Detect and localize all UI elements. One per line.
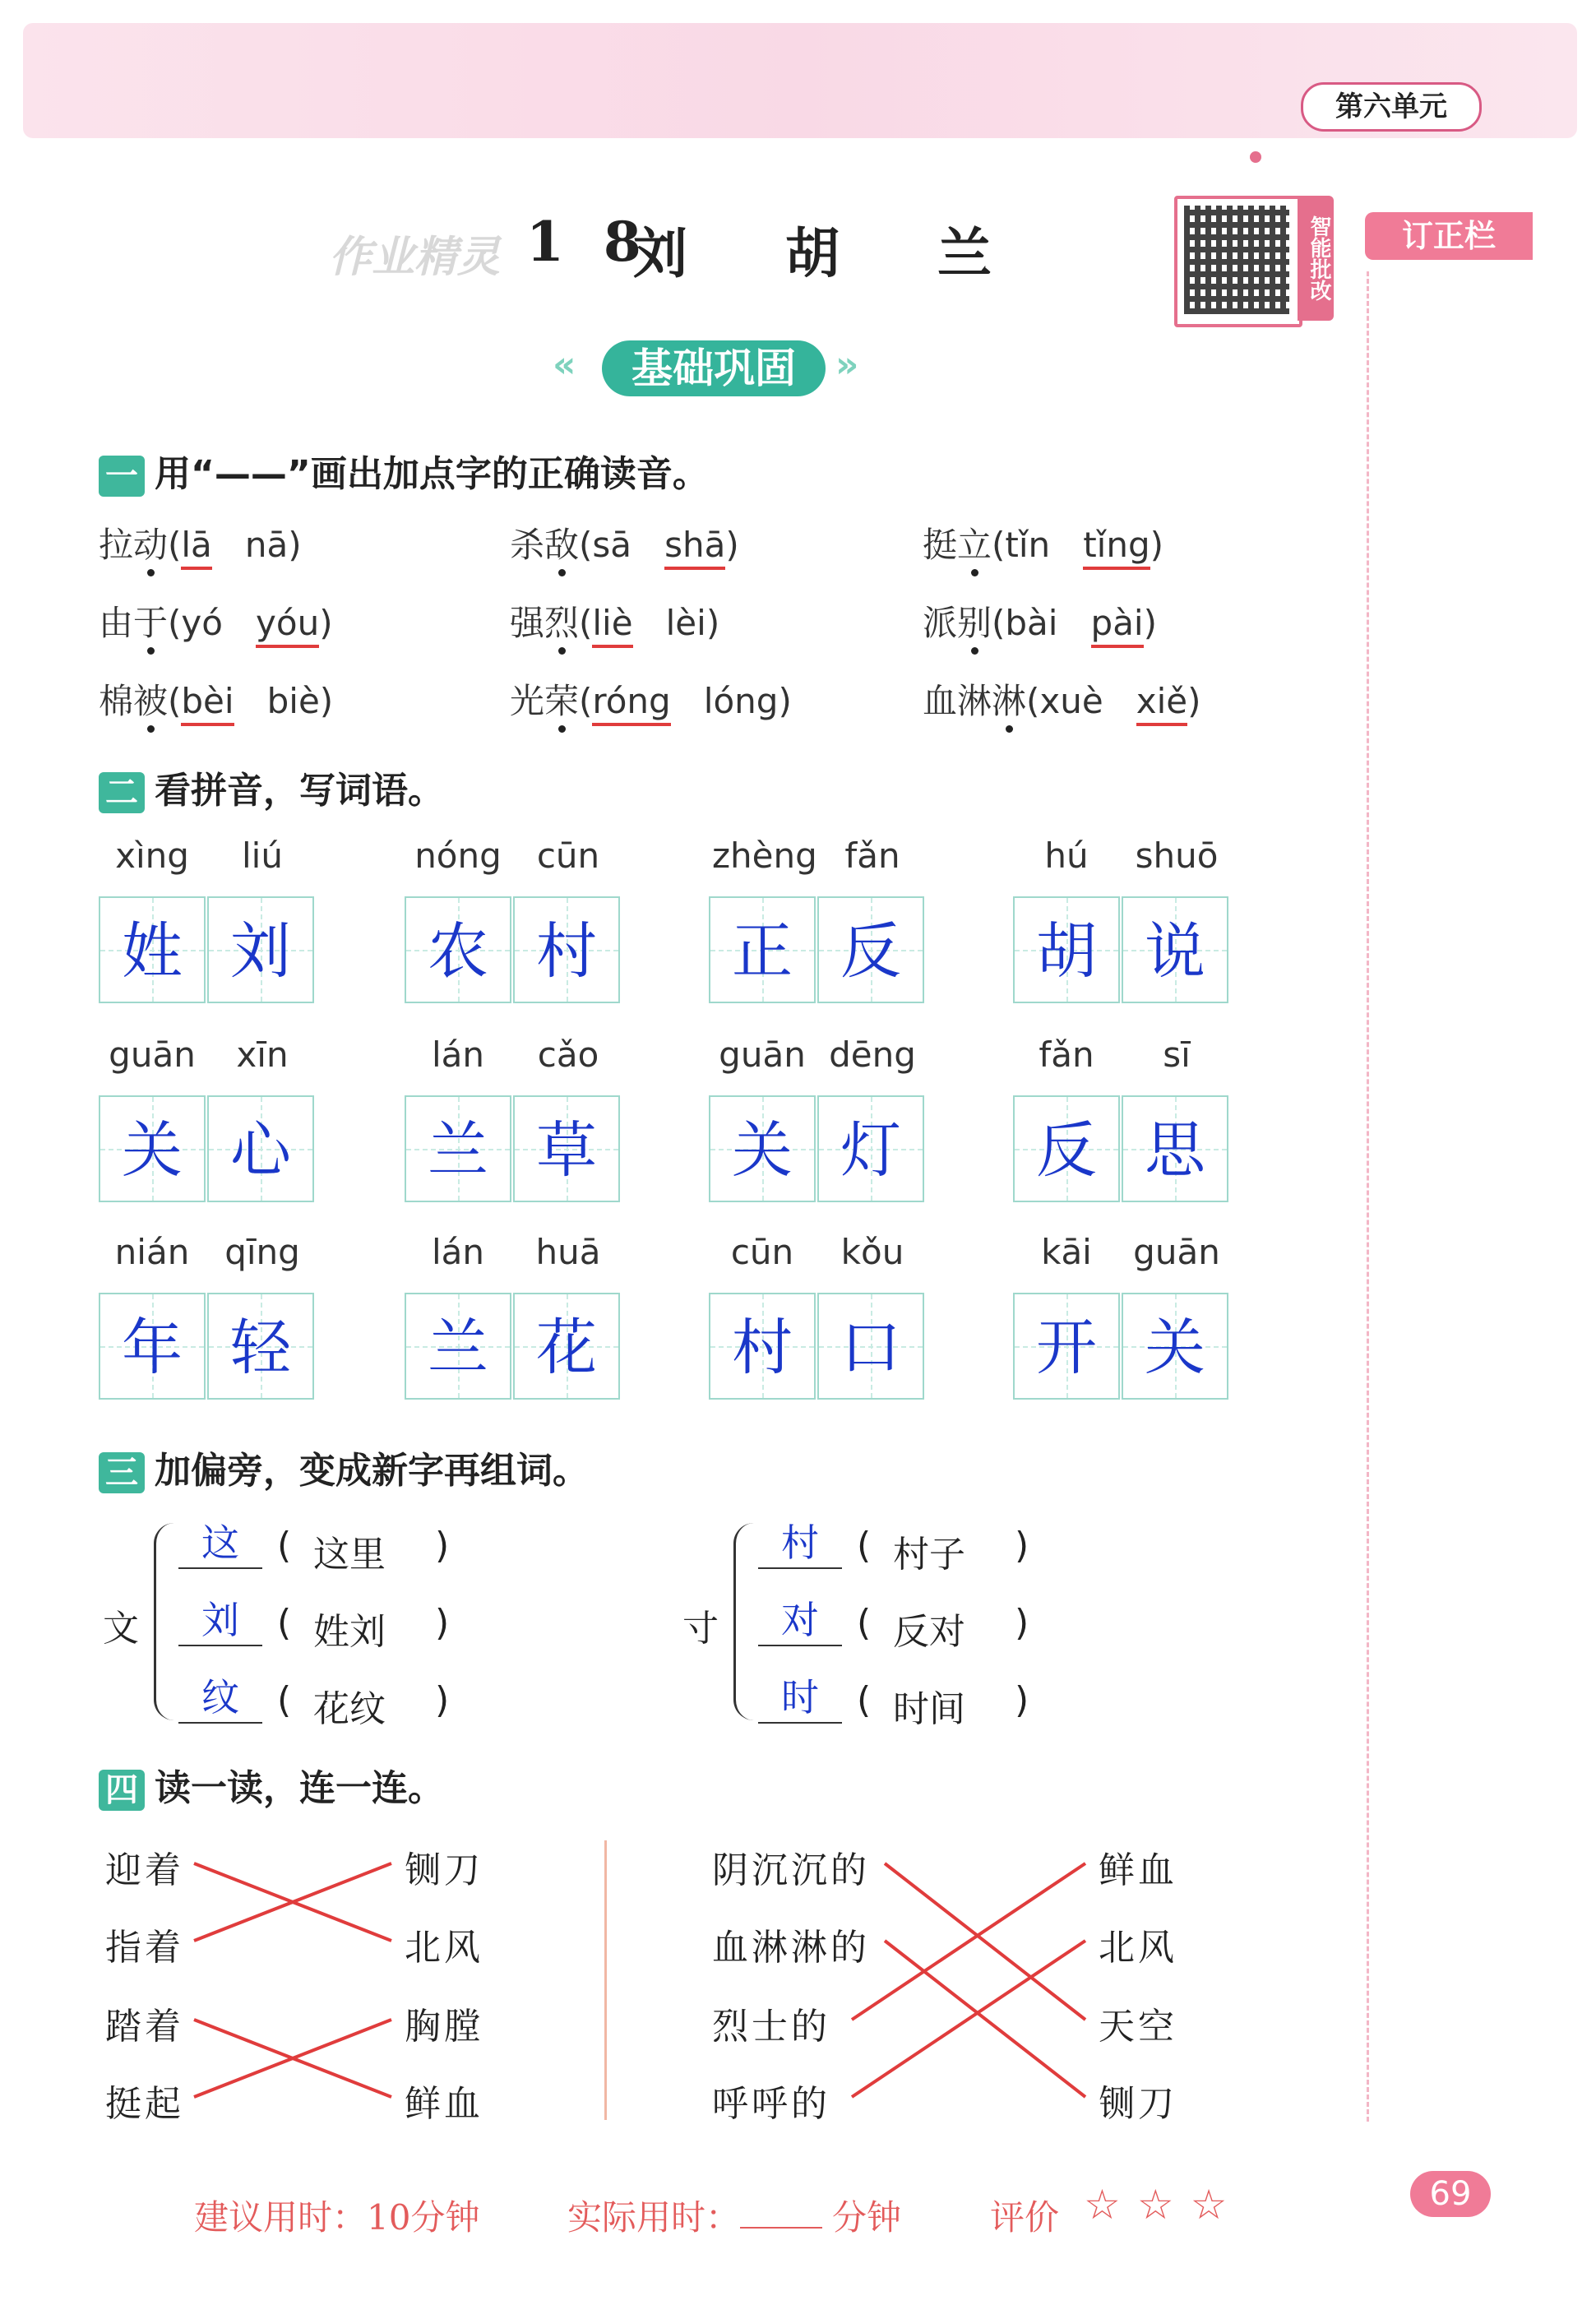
pinyin-label: kāi — [1041, 1232, 1092, 1272]
q3-number: 三 — [99, 1452, 145, 1493]
pinyin-label: cūn — [730, 1232, 794, 1272]
chevron-right-icon: » — [835, 344, 859, 386]
q2-prompt: 看拼音，写词语。 — [155, 770, 444, 812]
written-character: 胡 — [1036, 916, 1097, 987]
paren-open: ( — [857, 1679, 872, 1721]
pinyin-close: ) — [319, 603, 333, 643]
actual-time-label: 实际用时： — [567, 2197, 741, 2238]
match-right-target: 铡刀 — [1099, 2083, 1177, 2125]
written-character: 关 — [122, 1115, 183, 1186]
match-left-item: 指着 — [105, 1927, 184, 1969]
written-character: 年 — [122, 1312, 183, 1383]
pinyin-label: nián — [114, 1232, 190, 1272]
pinyin-label: liú — [242, 835, 283, 876]
pinyin-option: tǐn — [1005, 525, 1051, 565]
written-character: 草 — [536, 1115, 597, 1186]
pinyin-label: kǒu — [840, 1232, 904, 1272]
root-character: 寸 — [682, 1608, 719, 1650]
pinyin-label: cǎo — [537, 1034, 599, 1075]
written-character: 农 — [428, 916, 488, 987]
paren-close: ) — [435, 1525, 450, 1567]
pinyin-close: ) — [319, 681, 334, 721]
pinyin-word: 派别( — [923, 603, 1006, 643]
pinyin-option: bài — [1005, 603, 1058, 643]
written-character: 灯 — [840, 1115, 901, 1186]
pinyin-label: zhèng — [712, 835, 817, 876]
paren-open: ( — [857, 1525, 872, 1567]
pinyin-option: bèi — [181, 681, 234, 726]
pinyin-label: cūn — [536, 835, 600, 876]
writing-cell — [709, 1293, 816, 1400]
page-number: 69 — [1410, 2171, 1491, 2217]
written-character: 村 — [732, 1312, 793, 1383]
root-character: 文 — [103, 1608, 139, 1650]
correction-tab: 订正栏 — [1365, 212, 1533, 260]
pinyin-label: lán — [431, 1034, 485, 1075]
pinyin-option: yó — [181, 603, 223, 643]
written-character: 思 — [1145, 1115, 1205, 1186]
actual-time-blank[interactable] — [740, 2227, 822, 2229]
written-character: 说 — [1145, 916, 1205, 987]
pinyin-label: fǎn — [844, 835, 900, 876]
paren-close: ) — [1015, 1679, 1029, 1721]
q1-number: 一 — [99, 456, 145, 497]
match-right-target: 天空 — [1099, 2006, 1177, 2048]
match-line — [885, 1941, 1085, 2097]
written-character: 心 — [230, 1115, 291, 1186]
pinyin-label: shuō — [1135, 835, 1219, 876]
watermark: 作业精灵 — [329, 232, 501, 282]
chevron-left-icon: « — [553, 344, 576, 386]
pinyin-label: dēng — [829, 1034, 916, 1075]
written-character: 反 — [840, 916, 901, 987]
pinyin-label: fǎn — [1039, 1034, 1094, 1075]
paren-close: ) — [435, 1679, 450, 1721]
pinyin-option: róng — [592, 681, 670, 726]
written-character: 村 — [536, 916, 597, 987]
pinyin-label: hú — [1044, 835, 1089, 876]
pinyin-option: nā — [244, 525, 289, 565]
written-character: 轻 — [230, 1312, 291, 1383]
answer-blank: 这 — [178, 1513, 262, 1569]
pinyin-label: nóng — [414, 835, 502, 876]
written-character: 兰 — [428, 1115, 488, 1186]
written-character: 口 — [840, 1312, 901, 1383]
writing-cell — [207, 1293, 314, 1400]
writing-cell — [405, 896, 511, 1003]
writing-cell — [1122, 1293, 1228, 1400]
rating-stars — [1084, 2181, 1243, 2229]
pinyin-option: biè — [266, 681, 320, 721]
suggested-time: 建议用时：10分钟 — [194, 2197, 480, 2238]
writing-cell — [1122, 1095, 1228, 1202]
answer-word: 村子 — [893, 1534, 965, 1576]
section-title: 基础巩固 — [602, 340, 826, 396]
pinyin-option: lóng — [703, 681, 779, 721]
answer-blank: 时 — [758, 1668, 842, 1724]
writing-cell — [1013, 896, 1120, 1003]
pinyin-option: xiě — [1136, 681, 1187, 726]
pinyin-close: ) — [1150, 525, 1164, 565]
match-left-item: 挺起 — [105, 2083, 184, 2125]
answer-word: 姓刘 — [313, 1611, 386, 1653]
rating-label: 评价 — [990, 2197, 1060, 2238]
answer-word: 反对 — [893, 1611, 965, 1653]
qr-label: 智能批改 — [1298, 196, 1334, 321]
star-icon: ☆ — [1136, 2181, 1174, 2229]
written-character: 关 — [732, 1115, 793, 1186]
writing-cell — [99, 1095, 206, 1202]
pinyin-option: shā — [664, 525, 725, 570]
pinyin-label: guān — [719, 1034, 806, 1075]
writing-cell — [405, 1095, 511, 1202]
match-line — [852, 1941, 1085, 2097]
pinyin-label: huā — [535, 1232, 601, 1272]
written-character: 正 — [732, 916, 793, 987]
match-left-target: 胸膛 — [405, 2006, 483, 2048]
match-right-item: 呼呼的 — [712, 2083, 830, 2125]
written-character: 反 — [1036, 1115, 1097, 1186]
pinyin-label: guān — [109, 1034, 196, 1075]
q1-prompt: 用“——”画出加点字的正确读音。 — [155, 453, 709, 495]
written-character: 姓 — [122, 916, 183, 987]
pinyin-word: 血淋淋( — [923, 681, 1040, 721]
match-right-item: 烈士的 — [712, 2006, 830, 2048]
pinyin-option: tǐng — [1083, 525, 1150, 570]
written-character: 刘 — [230, 916, 291, 987]
writing-cell — [513, 1095, 620, 1202]
writing-cell — [99, 896, 206, 1003]
paren-close: ) — [1015, 1525, 1029, 1567]
pinyin-close: ) — [725, 525, 739, 565]
paren-open: ( — [277, 1679, 292, 1721]
pinyin-close: ) — [1187, 681, 1201, 721]
match-left-item: 踏着 — [105, 2006, 184, 2048]
paren-open: ( — [277, 1525, 292, 1567]
answer-word: 这里 — [313, 1534, 386, 1576]
paren-close: ) — [435, 1602, 450, 1644]
answer-word: 花纹 — [313, 1688, 386, 1730]
q4-prompt: 读一读，连一连。 — [155, 1767, 444, 1809]
match-right-target: 鲜血 — [1099, 1849, 1177, 1891]
pinyin-word: 由于( — [99, 603, 182, 643]
q3-prompt: 加偏旁，变成新字再组词。 — [155, 1450, 589, 1492]
writing-cell — [207, 896, 314, 1003]
pinyin-label: lán — [431, 1232, 485, 1272]
writing-cell — [513, 896, 620, 1003]
writing-cell — [1122, 896, 1228, 1003]
answer-word: 时间 — [893, 1688, 965, 1730]
pinyin-option: xuè — [1039, 681, 1103, 721]
pinyin-close: ) — [778, 681, 792, 721]
pinyin-option: lā — [181, 525, 211, 570]
writing-cell — [817, 896, 924, 1003]
writing-cell — [207, 1095, 314, 1202]
written-character: 开 — [1036, 1312, 1097, 1383]
writing-cell — [405, 1293, 511, 1400]
writing-cell — [817, 1095, 924, 1202]
lesson-title: 刘 胡 兰 — [633, 221, 1031, 285]
pinyin-close: ) — [705, 603, 720, 643]
written-character: 花 — [536, 1312, 597, 1383]
match-left-target: 鲜血 — [405, 2083, 483, 2125]
writing-cell — [709, 1095, 816, 1202]
pinyin-word: 强烈( — [510, 603, 593, 643]
writing-cell — [99, 1293, 206, 1400]
match-line — [885, 1863, 1085, 2020]
pinyin-word: 拉动( — [99, 525, 182, 565]
match-left-target: 铡刀 — [405, 1849, 483, 1891]
writing-cell — [817, 1293, 924, 1400]
pinyin-close: ) — [288, 525, 302, 565]
paren-open: ( — [277, 1602, 292, 1644]
lesson-number: 18 — [526, 210, 681, 274]
actual-time-unit: 分钟 — [832, 2197, 902, 2238]
pinyin-option: liè — [592, 603, 632, 648]
written-character: 兰 — [428, 1312, 488, 1383]
answer-blank: 对 — [758, 1590, 842, 1646]
pinyin-word: 挺立( — [923, 525, 1006, 565]
match-right-item: 血淋淋的 — [712, 1927, 870, 1969]
pinyin-label: qīng — [224, 1232, 300, 1272]
writing-cell — [1013, 1293, 1120, 1400]
unit-label: 第六单元 — [1301, 82, 1482, 132]
answer-blank: 纹 — [178, 1668, 262, 1724]
paren-close: ) — [1015, 1602, 1029, 1644]
pinyin-label: guān — [1133, 1232, 1220, 1272]
pinyin-label: xìng — [115, 835, 189, 876]
pinyin-option: pài — [1091, 603, 1144, 648]
pinyin-word: 棉被( — [99, 681, 182, 721]
written-character: 关 — [1145, 1312, 1205, 1383]
q2-number: 二 — [99, 772, 145, 813]
pinyin-word: 杀敌( — [510, 525, 593, 565]
pinyin-close: ) — [1143, 603, 1157, 643]
star-icon: ☆ — [1084, 2181, 1121, 2229]
writing-cell — [709, 896, 816, 1003]
match-left-target: 北风 — [405, 1927, 483, 1969]
pinyin-label: sī — [1163, 1034, 1191, 1075]
pinyin-word: 光荣( — [510, 681, 593, 721]
pinyin-option: yóu — [256, 603, 319, 648]
writing-cell — [1013, 1095, 1120, 1202]
match-right-item: 阴沉沉的 — [712, 1849, 870, 1891]
answer-blank: 刘 — [178, 1590, 262, 1646]
paren-open: ( — [857, 1602, 872, 1644]
pinyin-option: sā — [592, 525, 632, 565]
match-left-item: 迎着 — [105, 1849, 184, 1891]
pinyin-option: lèi — [665, 603, 706, 643]
pinyin-label: xīn — [236, 1034, 289, 1075]
writing-cell — [513, 1293, 620, 1400]
q4-number: 四 — [99, 1770, 145, 1811]
match-right-target: 北风 — [1099, 1927, 1177, 1969]
answer-blank: 村 — [758, 1513, 842, 1569]
star-icon: ☆ — [1190, 2181, 1228, 2229]
